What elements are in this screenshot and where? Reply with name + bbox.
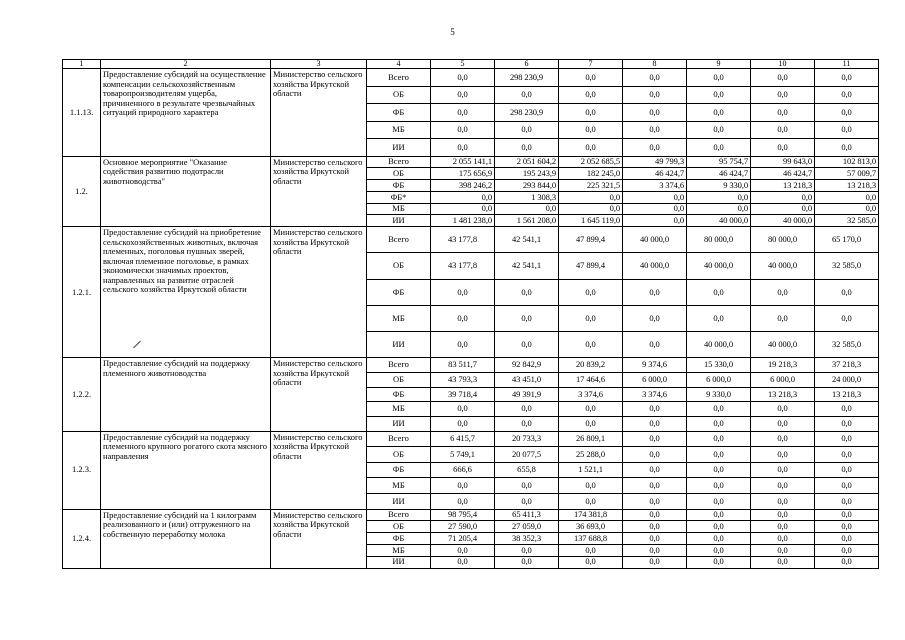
funding-value: 0,0	[623, 86, 687, 104]
funding-value: 0,0	[559, 279, 623, 305]
funding-value: 0,0	[815, 509, 879, 521]
funding-value: 0,0	[431, 332, 495, 358]
funding-value: 0,0	[559, 203, 623, 215]
measure-name: Предоставление субсидий на поддержку племенного животноводства	[101, 358, 271, 431]
funding-value: 65 170,0	[815, 227, 879, 253]
funding-source: Всего	[367, 431, 431, 447]
column-number-header: 11	[815, 60, 879, 69]
funding-source: ОБ	[367, 253, 431, 279]
funding-value: 0,0	[495, 416, 559, 431]
funding-value: 102 813,0	[815, 156, 879, 168]
funding-value: 40 000,0	[751, 215, 815, 227]
funding-source: ОБ	[367, 521, 431, 533]
funding-value: 0,0	[431, 104, 495, 122]
funding-value: 1 561 208,0	[495, 215, 559, 227]
funding-value: 0,0	[687, 494, 751, 510]
funding-value: 225 321,5	[559, 180, 623, 192]
funding-row	[63, 227, 879, 253]
funding-row	[63, 509, 879, 521]
funding-value: 42 541,1	[495, 227, 559, 253]
funding-value: 1 521,1	[559, 462, 623, 478]
funding-value: 9 374,6	[623, 358, 687, 373]
funding-value: 98 795,4	[431, 509, 495, 521]
funding-value: 0,0	[623, 121, 687, 139]
funding-value: 182 245,0	[559, 168, 623, 180]
funding-value: 0,0	[687, 462, 751, 478]
funding-value: 0,0	[495, 203, 559, 215]
funding-value: 0,0	[815, 402, 879, 417]
responsible-executor: Министерство сельского хозяйства Иркутской области	[271, 358, 367, 431]
funding-value: 80 000,0	[687, 227, 751, 253]
measure-name: Предоставление субсидий на поддержку племенного крупного рогатого скота мясного направления	[101, 431, 271, 509]
funding-value: 0,0	[623, 215, 687, 227]
funding-value: 0,0	[495, 402, 559, 417]
funding-value: 43 793,3	[431, 372, 495, 387]
funding-value: 1 308,3	[495, 191, 559, 203]
funding-value: 0,0	[431, 139, 495, 157]
funding-value: 0,0	[431, 279, 495, 305]
funding-row	[63, 156, 879, 168]
funding-value: 83 511,7	[431, 358, 495, 373]
funding-value: 0,0	[815, 533, 879, 545]
funding-value: 80 000,0	[751, 227, 815, 253]
table-body	[63, 60, 879, 569]
funding-value: 13 218,3	[751, 180, 815, 192]
funding-value: 0,0	[559, 556, 623, 568]
funding-value: 1 645 119,0	[559, 215, 623, 227]
funding-value: 0,0	[751, 139, 815, 157]
measure-number: 1.2.	[63, 156, 101, 227]
funding-value: 0,0	[431, 203, 495, 215]
funding-value: 0,0	[815, 478, 879, 494]
funding-value: 37 218,3	[815, 358, 879, 373]
funding-value: 0,0	[495, 305, 559, 331]
funding-value: 0,0	[623, 69, 687, 87]
program-funding-table	[62, 59, 879, 569]
funding-value: 0,0	[687, 104, 751, 122]
funding-value: 398 246,2	[431, 180, 495, 192]
funding-value: 0,0	[687, 416, 751, 431]
funding-value: 0,0	[431, 556, 495, 568]
funding-value: 0,0	[815, 279, 879, 305]
funding-value: 175 656,9	[431, 168, 495, 180]
funding-value: 36 693,0	[559, 521, 623, 533]
page-number: 5	[450, 27, 455, 37]
funding-value: 17 464,6	[559, 372, 623, 387]
column-number-header: 5	[431, 60, 495, 69]
funding-value: 0,0	[431, 69, 495, 87]
funding-value: 3 374,6	[623, 180, 687, 192]
funding-source: ОБ	[367, 168, 431, 180]
responsible-executor: Министерство сельского хозяйства Иркутской области	[271, 69, 367, 157]
funding-value: 20 733,3	[495, 431, 559, 447]
funding-value: 38 352,3	[495, 533, 559, 545]
funding-value: 0,0	[751, 447, 815, 463]
funding-value: 0,0	[751, 121, 815, 139]
funding-value: 0,0	[815, 521, 879, 533]
funding-value: 0,0	[495, 556, 559, 568]
funding-value: 0,0	[623, 332, 687, 358]
funding-value: 6 415,7	[431, 431, 495, 447]
funding-value: 0,0	[687, 121, 751, 139]
funding-value: 0,0	[559, 545, 623, 557]
funding-value: 0,0	[751, 191, 815, 203]
funding-value: 0,0	[687, 203, 751, 215]
funding-source: ИИ	[367, 332, 431, 358]
funding-value: 0,0	[751, 478, 815, 494]
funding-value: 0,0	[559, 305, 623, 331]
funding-value: 0,0	[687, 86, 751, 104]
funding-value: 27 059,0	[495, 521, 559, 533]
funding-value: 46 424,7	[623, 168, 687, 180]
funding-value: 0,0	[815, 556, 879, 568]
column-number-header-row	[63, 60, 879, 69]
funding-value: 0,0	[687, 191, 751, 203]
funding-value: 99 643,0	[751, 156, 815, 168]
funding-value: 0,0	[751, 462, 815, 478]
funding-value: 0,0	[687, 545, 751, 557]
funding-value: 0,0	[751, 533, 815, 545]
funding-value: 0,0	[687, 139, 751, 157]
funding-value: 0,0	[431, 545, 495, 557]
funding-value: 0,0	[559, 494, 623, 510]
funding-value: 0,0	[623, 521, 687, 533]
funding-value: 0,0	[815, 139, 879, 157]
funding-value: 0,0	[815, 191, 879, 203]
funding-value: 13 218,3	[815, 387, 879, 402]
funding-source: ОБ	[367, 86, 431, 104]
funding-value: 293 844,0	[495, 180, 559, 192]
funding-source: ФБ	[367, 462, 431, 478]
funding-value: 0,0	[687, 279, 751, 305]
measure-name: Предоставление субсидий на осуществление компенсации сельскохозяйственным товаропроизводителям ущерба, причиненного в результате чрезвычайных ситуаций природного характера	[101, 69, 271, 157]
column-number-header: 6	[495, 60, 559, 69]
funding-value: 0,0	[495, 494, 559, 510]
funding-value: 0,0	[623, 402, 687, 417]
funding-value: 195 243,9	[495, 168, 559, 180]
responsible-executor: Министерство сельского хозяйства Иркутской области	[271, 227, 367, 358]
funding-value: 46 424,7	[687, 168, 751, 180]
funding-value: 0,0	[751, 86, 815, 104]
funding-value: 0,0	[815, 121, 879, 139]
funding-value: 0,0	[751, 279, 815, 305]
funding-value: 0,0	[431, 121, 495, 139]
funding-value: 40 000,0	[687, 332, 751, 358]
funding-value: 0,0	[559, 478, 623, 494]
funding-source: ФБ	[367, 387, 431, 402]
funding-value: 0,0	[495, 121, 559, 139]
funding-value: 0,0	[495, 545, 559, 557]
funding-value: 0,0	[751, 203, 815, 215]
funding-value: 0,0	[623, 431, 687, 447]
funding-value: 0,0	[687, 556, 751, 568]
funding-source: Всего	[367, 509, 431, 521]
funding-source: ФБ	[367, 533, 431, 545]
funding-value: 0,0	[559, 416, 623, 431]
funding-value: 0,0	[815, 104, 879, 122]
funding-value: 298 230,9	[495, 69, 559, 87]
funding-source: Всего	[367, 227, 431, 253]
funding-source: МБ	[367, 478, 431, 494]
funding-row	[63, 358, 879, 373]
funding-value: 40 000,0	[751, 253, 815, 279]
funding-source: МБ	[367, 121, 431, 139]
funding-source: ИИ	[367, 139, 431, 157]
funding-value: 0,0	[751, 416, 815, 431]
funding-value: 0,0	[815, 305, 879, 331]
funding-value: 20 077,5	[495, 447, 559, 463]
funding-value: 65 411,3	[495, 509, 559, 521]
column-number-header: 10	[751, 60, 815, 69]
funding-value: 0,0	[815, 494, 879, 510]
measure-name: Предоставление субсидий на 1 килограмм реализованного и (или) отгруженного на собственную переработку молока	[101, 509, 271, 568]
funding-source: Всего	[367, 156, 431, 168]
funding-value: 49 799,3	[623, 156, 687, 168]
funding-value: 0,0	[623, 447, 687, 463]
funding-value: 47 899,4	[559, 253, 623, 279]
responsible-executor: Министерство сельского хозяйства Иркутской области	[271, 509, 367, 568]
funding-source: ФБ	[367, 104, 431, 122]
funding-value: 1 481 238,0	[431, 215, 495, 227]
funding-value: 9 330,0	[687, 387, 751, 402]
funding-value: 3 374,6	[559, 387, 623, 402]
funding-value: 0,0	[623, 533, 687, 545]
column-number-header: 9	[687, 60, 751, 69]
funding-value: 9 330,0	[687, 180, 751, 192]
funding-value: 0,0	[623, 305, 687, 331]
funding-value: 0,0	[751, 431, 815, 447]
funding-value: 0,0	[687, 509, 751, 521]
funding-value: 0,0	[815, 203, 879, 215]
funding-source: МБ	[367, 305, 431, 331]
funding-value: 27 590,0	[431, 521, 495, 533]
funding-value: 24 000,0	[815, 372, 879, 387]
measure-name: Предоставление субсидий на приобретение сельскохозяйственных животных, включая племенных, поголовья пушных зверей, включая племенное поголовье, в рамках экономически значимых проектов, направленных на развитие отраслей сельского хозяйства Иркутской области	[101, 227, 271, 358]
funding-value: 0,0	[751, 69, 815, 87]
funding-source: ИИ	[367, 494, 431, 510]
funding-value: 0,0	[559, 139, 623, 157]
funding-value: 2 055 141,1	[431, 156, 495, 168]
funding-value: 20 839,2	[559, 358, 623, 373]
funding-value: 0,0	[687, 305, 751, 331]
funding-value: 32 585,0	[815, 332, 879, 358]
funding-source: МБ	[367, 545, 431, 557]
funding-value: 46 424,7	[751, 168, 815, 180]
funding-value: 0,0	[623, 139, 687, 157]
funding-value: 40 000,0	[623, 227, 687, 253]
funding-value: 49 391,9	[495, 387, 559, 402]
funding-value: 13 218,3	[815, 180, 879, 192]
funding-value: 666,6	[431, 462, 495, 478]
measure-number: 1.2.3.	[63, 431, 101, 509]
funding-value: 0,0	[495, 332, 559, 358]
column-number-header: 7	[559, 60, 623, 69]
funding-value: 0,0	[815, 545, 879, 557]
funding-value: 0,0	[815, 447, 879, 463]
funding-value: 0,0	[431, 478, 495, 494]
column-number-header: 1	[63, 60, 101, 69]
funding-source: ФБ	[367, 279, 431, 305]
funding-value: 0,0	[751, 556, 815, 568]
measure-name: Основное мероприятие "Оказание содействия развитию подотрасли животноводства"	[101, 156, 271, 227]
funding-value: 32 585,0	[815, 253, 879, 279]
funding-value: 6 000,0	[687, 372, 751, 387]
funding-value: 25 288,0	[559, 447, 623, 463]
funding-value: 2 052 685,5	[559, 156, 623, 168]
funding-value: 0,0	[751, 509, 815, 521]
funding-value: 0,0	[559, 191, 623, 203]
funding-value: 0,0	[751, 104, 815, 122]
funding-value: 15 330,0	[687, 358, 751, 373]
column-number-header: 3	[271, 60, 367, 69]
funding-value: 0,0	[815, 69, 879, 87]
funding-value: 40 000,0	[687, 215, 751, 227]
funding-value: 92 842,9	[495, 358, 559, 373]
funding-source: ИИ	[367, 556, 431, 568]
funding-value: 0,0	[815, 416, 879, 431]
funding-value: 0,0	[559, 104, 623, 122]
funding-source: ИИ	[367, 215, 431, 227]
column-number-header: 4	[367, 60, 431, 69]
funding-value: 2 051 604,2	[495, 156, 559, 168]
funding-value: 0,0	[623, 104, 687, 122]
funding-value: 0,0	[559, 402, 623, 417]
funding-source: Всего	[367, 358, 431, 373]
funding-value: 0,0	[495, 478, 559, 494]
funding-value: 71 205,4	[431, 533, 495, 545]
funding-value: 0,0	[623, 462, 687, 478]
funding-value: 0,0	[815, 431, 879, 447]
funding-source: МБ	[367, 402, 431, 417]
funding-value: 42 541,1	[495, 253, 559, 279]
funding-value: 0,0	[495, 139, 559, 157]
funding-source: МБ	[367, 203, 431, 215]
funding-value: 0,0	[751, 305, 815, 331]
funding-value: 43 177,8	[431, 227, 495, 253]
funding-source: ФБ	[367, 180, 431, 192]
measure-number: 1.1.13.	[63, 69, 101, 157]
funding-value: 40 000,0	[751, 332, 815, 358]
funding-value: 0,0	[623, 509, 687, 521]
funding-value: 5 749,1	[431, 447, 495, 463]
funding-source: Всего	[367, 69, 431, 87]
funding-value: 0,0	[687, 478, 751, 494]
funding-value: 655,8	[495, 462, 559, 478]
funding-value: 47 899,4	[559, 227, 623, 253]
funding-value: 0,0	[623, 478, 687, 494]
funding-value: 57 009,7	[815, 168, 879, 180]
funding-value: 0,0	[623, 556, 687, 568]
funding-value: 6 000,0	[623, 372, 687, 387]
funding-value: 0,0	[751, 545, 815, 557]
funding-value: 19 218,3	[751, 358, 815, 373]
funding-row	[63, 431, 879, 447]
funding-value: 95 754,7	[687, 156, 751, 168]
funding-value: 0,0	[687, 402, 751, 417]
funding-value: 32 585,0	[815, 215, 879, 227]
funding-value: 0,0	[623, 494, 687, 510]
funding-value: 0,0	[559, 86, 623, 104]
funding-value: 0,0	[687, 431, 751, 447]
funding-value: 0,0	[495, 279, 559, 305]
funding-value: 0,0	[431, 86, 495, 104]
column-number-header: 8	[623, 60, 687, 69]
funding-value: 0,0	[623, 416, 687, 431]
funding-source: ОБ	[367, 447, 431, 463]
funding-source: ФБ*	[367, 191, 431, 203]
funding-value: 0,0	[559, 69, 623, 87]
funding-value: 0,0	[431, 191, 495, 203]
funding-value: 3 374,6	[623, 387, 687, 402]
funding-source: ОБ	[367, 372, 431, 387]
funding-value: 0,0	[751, 402, 815, 417]
funding-row	[63, 69, 879, 87]
funding-value: 0,0	[623, 545, 687, 557]
funding-value: 137 688,8	[559, 533, 623, 545]
funding-value: 0,0	[687, 69, 751, 87]
funding-value: 0,0	[751, 494, 815, 510]
funding-value: 0,0	[431, 402, 495, 417]
funding-value: 40 000,0	[687, 253, 751, 279]
funding-value: 0,0	[559, 121, 623, 139]
funding-value: 26 809,1	[559, 431, 623, 447]
funding-value: 6 000,0	[751, 372, 815, 387]
funding-value: 0,0	[559, 332, 623, 358]
funding-value: 40 000,0	[623, 253, 687, 279]
funding-value: 0,0	[623, 279, 687, 305]
responsible-executor: Министерство сельского хозяйства Иркутской области	[271, 431, 367, 509]
funding-value: 0,0	[623, 191, 687, 203]
funding-value: 0,0	[687, 521, 751, 533]
measure-number: 1.2.4.	[63, 509, 101, 568]
funding-value: 0,0	[687, 533, 751, 545]
funding-value: 39 718,4	[431, 387, 495, 402]
funding-value: 0,0	[431, 305, 495, 331]
funding-value: 0,0	[815, 462, 879, 478]
responsible-executor: Министерство сельского хозяйства Иркутской области	[271, 156, 367, 227]
funding-value: 0,0	[687, 447, 751, 463]
measure-number: 1.2.1.	[63, 227, 101, 358]
funding-value: 43 451,0	[495, 372, 559, 387]
funding-value: 0,0	[431, 494, 495, 510]
funding-value: 0,0	[815, 86, 879, 104]
funding-source: ИИ	[367, 416, 431, 431]
funding-value: 0,0	[495, 86, 559, 104]
funding-value: 0,0	[751, 521, 815, 533]
measure-number: 1.2.2.	[63, 358, 101, 431]
funding-value: 174 381,8	[559, 509, 623, 521]
funding-value: 43 177,8	[431, 253, 495, 279]
column-number-header: 2	[101, 60, 271, 69]
funding-value: 298 230,9	[495, 104, 559, 122]
funding-value: 0,0	[431, 416, 495, 431]
funding-value: 13 218,3	[751, 387, 815, 402]
funding-value: 0,0	[623, 203, 687, 215]
